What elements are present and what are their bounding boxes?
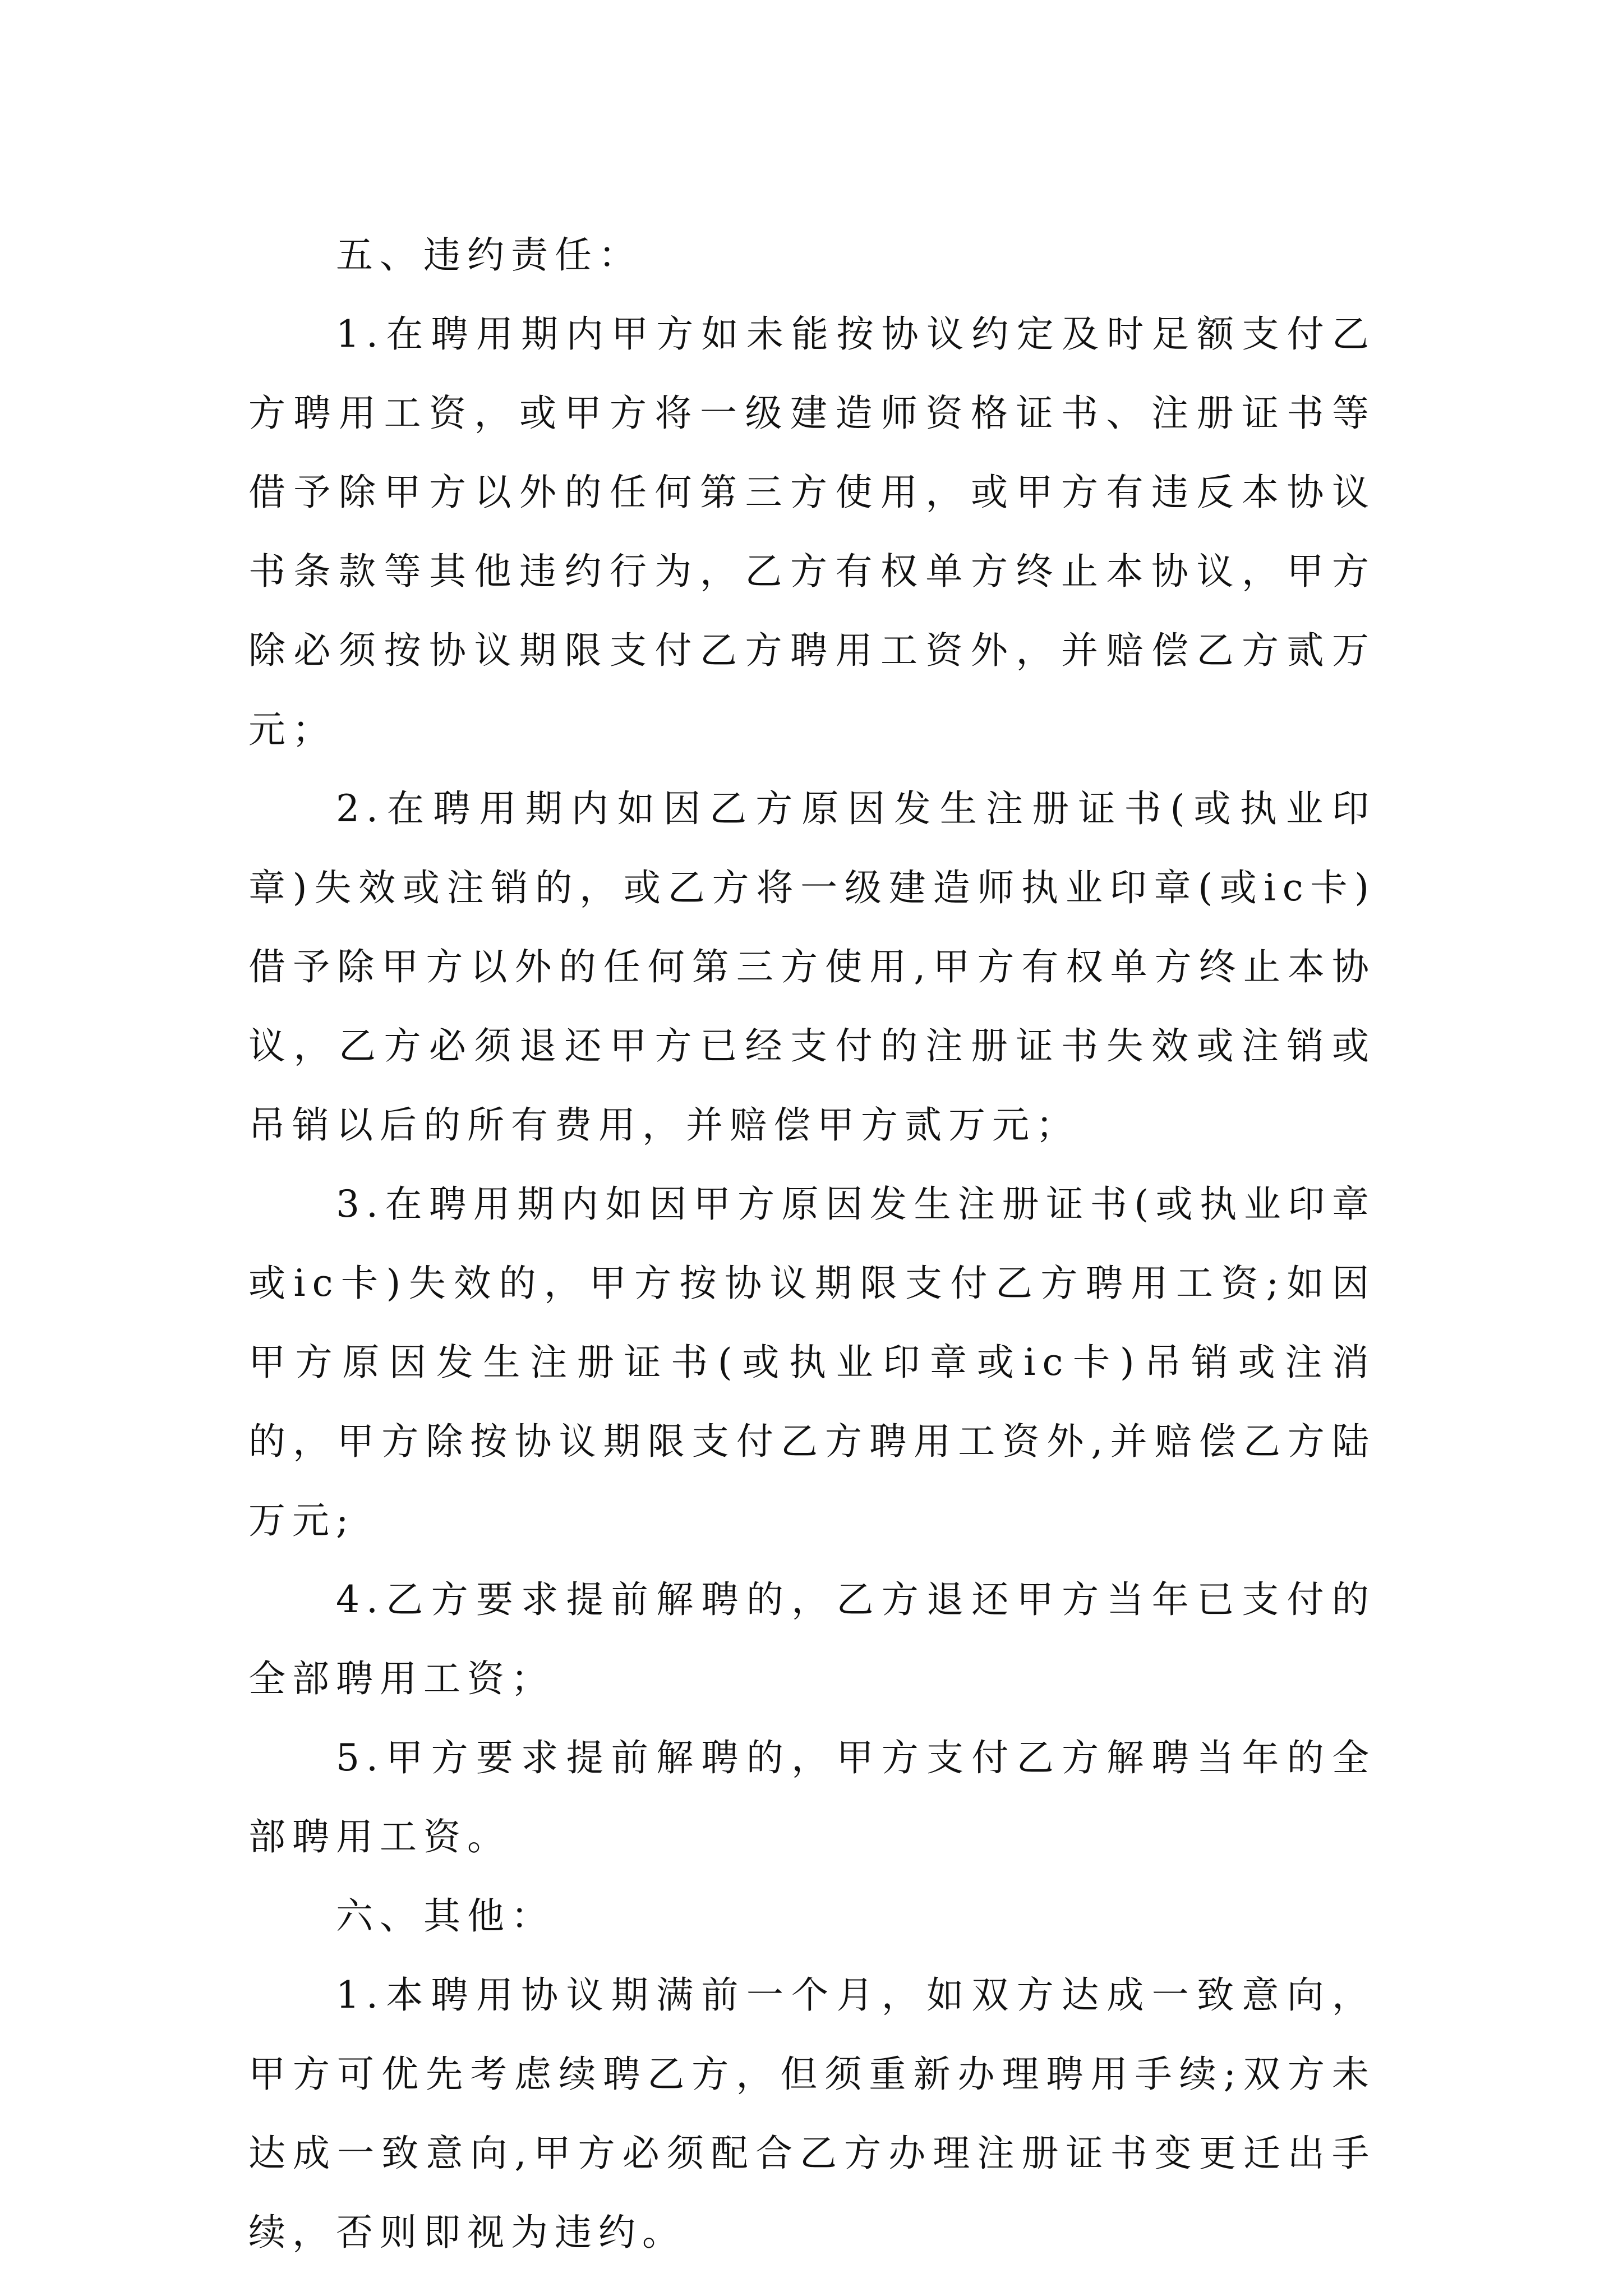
section-heading-other: 六、其他： <box>336 1894 555 1938</box>
clause-5-3: 3.在聘用期内如因甲方原因发生注册证书(或执业印章或ic卡)失效的，甲方按协议期限支付乙方聘用工资;如因甲方原因发生注册证书(或执业印章或ic卡)吊销或注消的，甲方除按协议期限支付乙方聘用工资外,并赔偿乙方陆万元; <box>248 1182 1376 1542</box>
clause-5-4: 4.乙方要求提前解聘的，乙方退还甲方当年已支付的全部聘用工资； <box>248 1578 1376 1700</box>
clause-5-5: 5.甲方要求提前解聘的，甲方支付乙方解聘当年的全部聘用工资。 <box>248 1736 1376 1858</box>
section-heading-breach-liability: 五、违约责任： <box>336 233 642 277</box>
clause-5-2: 2.在聘用期内如因乙方原因发生注册证书(或执业印章)失效或注销的，或乙方将一级建造师执业印章(或ic卡)借予除甲方以外的任何第三方使用,甲方有权单方终止本协议，乙方必须退还甲方已经支付的注册证书失效或注销或吊销以后的所有费用，并赔偿甲方贰万元； <box>248 787 1376 1147</box>
clause-5-1: 1.在聘用期内甲方如未能按协议约定及时足额支付乙方聘用工资，或甲方将一级建造师资格证书、注册证书等借予除甲方以外的任何第三方使用，或甲方有违反本协议书条款等其他违约行为，乙方有权单方终止本协议，甲方除必须按协议期限支付乙方聘用工资外，并赔偿乙方贰万元； <box>248 312 1376 751</box>
document-body <box>248 215 1376 2272</box>
clause-6-1: 1.本聘用协议期满前一个月，如双方达成一致意向，甲方可优先考虑续聘乙方，但须重新办理聘用手续;双方未达成一致意向,甲方必须配合乙方办理注册证书变更迁出手续，否则即视为违约。 <box>248 1973 1376 2254</box>
